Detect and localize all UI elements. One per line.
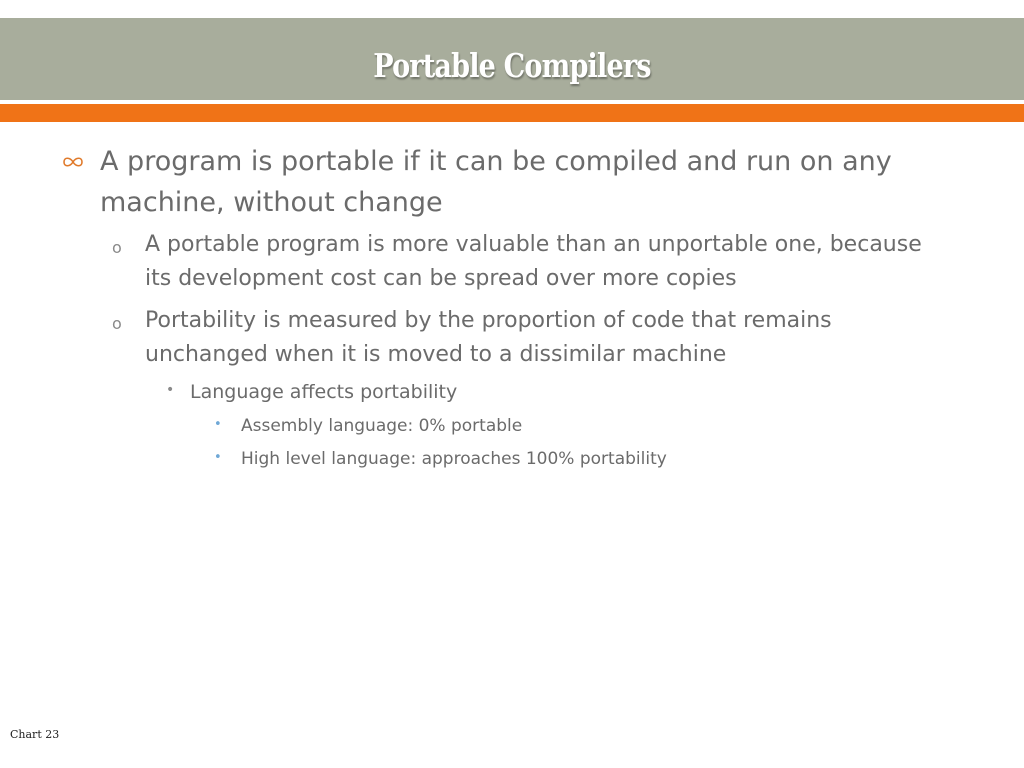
bullet-level2-marker: o — [112, 238, 122, 257]
bullet-level2-text: A portable program is more valuable than an unportable one, because its development cost can be spread over more copies — [145, 232, 922, 291]
bullet-level2-marker: o — [112, 314, 122, 333]
bullet-level3-marker: • — [166, 382, 175, 398]
bullet-level3-text: Language affects portability — [190, 381, 458, 403]
bullet-level4-marker: • — [214, 417, 222, 432]
infinity-icon — [61, 154, 85, 170]
bullet-level4-text: Assembly language: 0% portable — [241, 416, 523, 436]
bullet-level4-text: High level language: approaches 100% portability — [241, 449, 667, 469]
bullet-level2-text: Portability is measured by the proportion of code that remains unchanged when it is moved to a dissimilar machine — [145, 308, 832, 367]
slide-footer: Chart 23 — [10, 728, 60, 741]
slide-title: Portable Compilers — [373, 46, 651, 85]
bullet-level4-marker: • — [214, 450, 222, 465]
bullet-level1-text: A program is portable if it can be compiled and run on any machine, without change — [100, 146, 892, 218]
